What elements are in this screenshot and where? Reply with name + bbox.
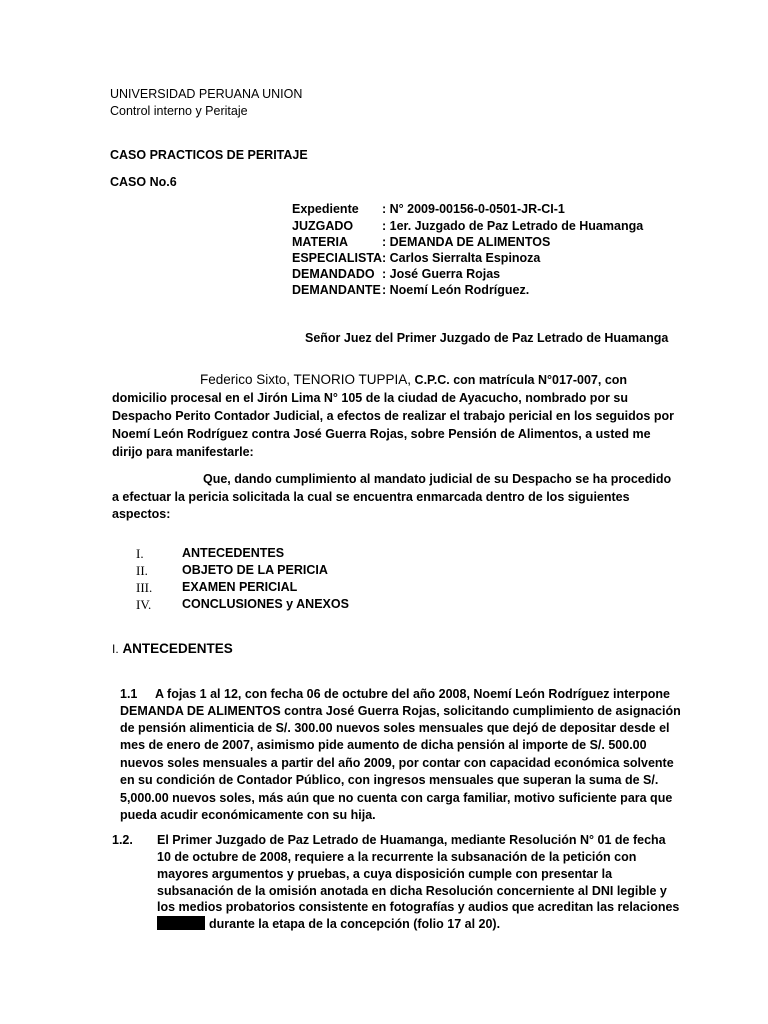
que-line: aspectos: bbox=[112, 507, 171, 521]
case-info-value: : Carlos Sierralta Espinoza bbox=[382, 251, 541, 265]
paragraph-line: los medios probatorios consistente en fotografías y audios que acreditan las relaciones bbox=[157, 900, 680, 914]
outline-numeral: III. bbox=[136, 580, 153, 595]
paragraph-line: de pensión alimenticia de S/. 300.00 nuevos soles mensuales que dejó de depositar desde el bbox=[120, 721, 670, 735]
intro-line: Despacho Perito Contador Judicial, a efectos de realizar el trabajo pericial en los seguidos por bbox=[112, 409, 674, 423]
paragraph-line: A fojas 1 al 12, con fecha 06 de octubre del año 2008, Noemí León Rodríguez interpone bbox=[155, 687, 670, 701]
case-info-value: : N° 2009-00156-0-0501-JR-CI-1 bbox=[382, 202, 565, 216]
paragraph-line: DEMANDA DE ALIMENTOS contra José Guerra Rojas, solicitando cumplimiento de asignación bbox=[120, 704, 681, 718]
section-prefix: I. bbox=[112, 642, 119, 656]
outline-numeral: II. bbox=[136, 563, 148, 578]
case-info-value: : Noemí León Rodríguez. bbox=[382, 283, 530, 297]
outline-item: ANTECEDENTES bbox=[182, 546, 285, 560]
paragraph-last-line bbox=[157, 916, 500, 933]
case-info-label: ESPECIALISTA bbox=[292, 251, 383, 265]
outline-item: CONCLUSIONES y ANEXOS bbox=[182, 597, 349, 611]
case-info-label: JUZGADO bbox=[292, 219, 354, 233]
case-info-label: DEMANDADO bbox=[292, 267, 375, 281]
intro-line: domicilio procesal en el Jirón Lima N° 105 de la ciudad de Ayacucho, nombrado por su bbox=[112, 391, 629, 405]
expert-name: Federico Sixto, TENORIO TUPPIA, bbox=[200, 372, 412, 387]
section-heading bbox=[112, 641, 233, 658]
paragraph-number: 1.1 bbox=[120, 687, 138, 701]
intro-line: dirijo para manifestarle: bbox=[112, 445, 254, 459]
paragraph-line: subsanación de la omisión anotada en dicha Resolución concerniente al DNI legible y bbox=[157, 884, 667, 898]
case-title: CASO PRACTICOS DE PERITAJE bbox=[110, 148, 308, 162]
intro-first-rest: C.P.C. con matrícula N°017-007, con bbox=[411, 373, 628, 387]
outline-item: EXAMEN PERICIAL bbox=[182, 580, 298, 594]
case-info-label: MATERIA bbox=[292, 235, 349, 249]
paragraph-number: 1.2. bbox=[112, 833, 133, 847]
university-name: UNIVERSIDAD PERUANA UNION bbox=[110, 87, 303, 101]
case-info-label: Expediente bbox=[292, 202, 359, 216]
que-line: a efectuar la pericia solicitada la cual se encuentra enmarcada dentro de los siguientes bbox=[112, 490, 630, 504]
paragraph-line: pueda acudir económicamente con su hija. bbox=[120, 808, 376, 822]
paragraph-line: mayores argumentos y pruebas, a cuya disposición cumple con presentar la bbox=[157, 867, 613, 881]
course-name: Control interno y Peritaje bbox=[110, 104, 248, 118]
outline-numeral: I. bbox=[136, 546, 144, 561]
case-number: CASO No.6 bbox=[110, 175, 177, 189]
outline-numeral: IV. bbox=[136, 597, 152, 612]
redaction-block bbox=[157, 916, 205, 930]
case-info-value: : DEMANDA DE ALIMENTOS bbox=[382, 235, 551, 249]
paragraph-line: 5,000.00 nuevos soles, más aún que no cuenta con carga familiar, motivo suficiente para que bbox=[120, 791, 673, 805]
intro-first-line bbox=[200, 372, 627, 389]
case-info-label: DEMANDANTE bbox=[292, 283, 381, 297]
paragraph-line: nuevos soles mensuales a partir del año 2009, por contar con capacidad económica solvente bbox=[120, 756, 674, 770]
paragraph-line: durante la etapa de la concepción (folio 17 al 20). bbox=[209, 917, 501, 931]
case-info-value: : 1er. Juzgado de Paz Letrado de Huamanga bbox=[382, 219, 644, 233]
paragraph-line: 10 de octubre de 2008, requiere a la recurrente la subsanación de la petición con bbox=[157, 850, 637, 864]
case-info-value: : José Guerra Rojas bbox=[382, 267, 501, 281]
addressee: Señor Juez del Primer Juzgado de Paz Letrado de Huamanga bbox=[305, 331, 669, 345]
intro-line: Noemí León Rodríguez contra José Guerra Rojas, sobre Pensión de Alimentos, a usted me bbox=[112, 427, 651, 441]
outline-item: OBJETO DE LA PERICIA bbox=[182, 563, 328, 577]
section-title: ANTECEDENTES bbox=[122, 641, 233, 656]
paragraph-line: El Primer Juzgado de Paz Letrado de Huamanga, mediante Resolución N° 01 de fecha bbox=[157, 833, 666, 847]
paragraph-line: mes de enero de 2007, asimismo pide aumento de dicha pensión al importe de S/. 500.00 bbox=[120, 738, 647, 752]
que-line: Que, dando cumplimiento al mandato judicial de su Despacho se ha procedido bbox=[203, 472, 672, 486]
paragraph-line: en su condición de Contador Público, con ingresos mensuales que superan la suma de S/. bbox=[120, 773, 659, 787]
